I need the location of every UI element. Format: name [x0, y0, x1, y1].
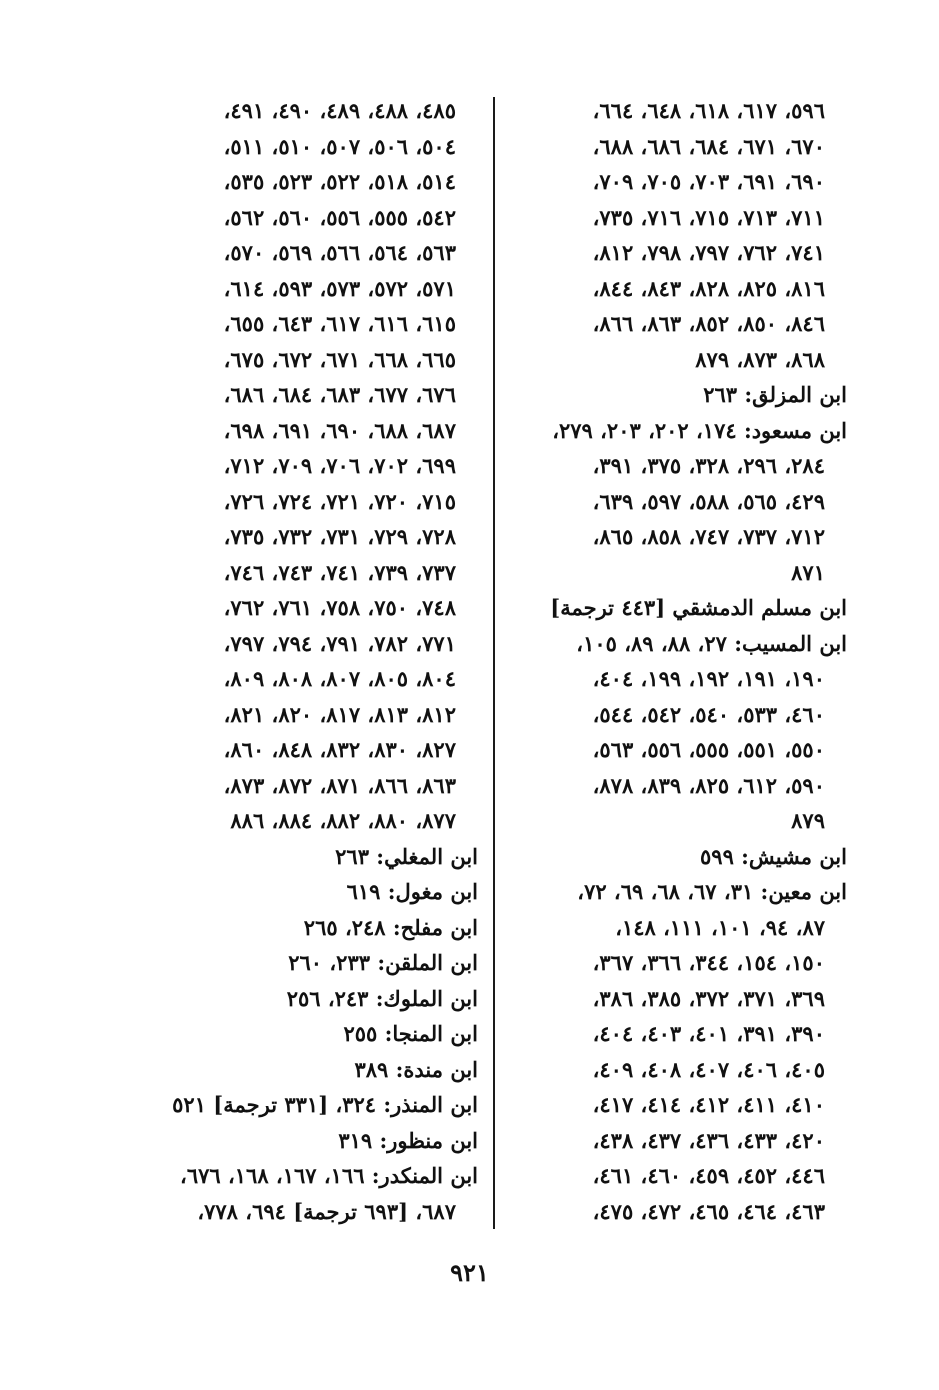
index-continuation-line: ٧١٢، ٧٣٧، ٧٤٧، ٨٥٨، ٨٦٥،	[592, 524, 825, 549]
index-continuation-line: ٥٧١، ٥٧٢، ٥٧٣، ٥٩٣، ٦١٤،	[223, 275, 456, 301]
index-continuation-line: ٨٠٤، ٨٠٥، ٨٠٧، ٨٠٨، ٨٠٩،	[223, 666, 456, 691]
index-entry-line: ابن مندة: ٣٨٩	[354, 1056, 478, 1082]
index-continuation-line: ٦٩٠، ٦٩١، ٧٠٣، ٧٠٥، ٧٠٩،	[592, 169, 825, 194]
index-continuation-line: ٨٧٩	[791, 808, 825, 833]
index-continuation-line: ٤٦٠، ٥٣٣، ٥٤٠، ٥٤٢، ٥٤٤،	[592, 701, 825, 727]
index-entry-line: ابن الملقن: ٢٣٣، ٢٦٠	[288, 950, 478, 975]
page-number: ٩٢١	[450, 1258, 489, 1287]
index-continuation-line: ٢٨٤، ٢٩٦، ٣٢٨، ٣٧٥، ٣٩١،	[592, 453, 825, 478]
index-continuation-line: ٧٧١، ٧٨٢، ٧٩١، ٧٩٤، ٧٩٧،	[223, 630, 456, 656]
index-continuation-line: ٦٨٧، [٦٩٣ ترجمة] ٦٩٤، ٧٧٨،	[197, 1198, 456, 1224]
index-column-right	[515, 93, 847, 1229]
index-continuation-line: ٧٣٧، ٧٣٩، ٧٤١، ٧٤٣، ٧٤٦،	[223, 559, 456, 585]
index-entry-line: ابن منظور: ٣١٩	[338, 1127, 478, 1153]
index-continuation-line: ٦١٥، ٦١٦، ٦١٧، ٦٤٣، ٦٥٥،	[223, 311, 456, 336]
index-column-left	[148, 93, 478, 1229]
index-entry-line: ابن مغول: ٦١٩	[346, 879, 478, 904]
index-continuation-line: ٣٩٠، ٣٩١، ٤٠١، ٤٠٣، ٤٠٤،	[592, 1021, 825, 1046]
index-continuation-line: ٤٠٥، ٤٠٦، ٤٠٧، ٤٠٨، ٤٠٩،	[592, 1056, 825, 1082]
index-entry-line: ابن مسعود: ١٧٤، ٢٠٢، ٢٠٣، ٢٧٩،	[552, 417, 847, 443]
index-continuation-line: ٤٨٥، ٤٨٨، ٤٨٩، ٤٩٠، ٤٩١،	[223, 98, 456, 123]
index-entry-line: ابن معين: ٣١، ٦٧، ٦٨، ٦٩، ٧٢،	[577, 879, 847, 904]
index-continuation-line: ٤٢٠، ٤٣٣، ٤٣٦، ٤٣٧، ٤٣٨،	[592, 1127, 825, 1153]
index-continuation-line: ٤٦٣، ٤٦٤، ٤٦٥، ٤٧٢، ٤٧٥،	[592, 1198, 825, 1224]
index-entry-line: ابن المنذر: ٣٢٤، [٣٣١ ترجمة] ٥٢١	[172, 1092, 478, 1117]
index-continuation-line: ٧٤٨، ٧٥٠، ٧٥٨، ٧٦١، ٧٦٢،	[223, 595, 456, 620]
index-continuation-line: ٥٩٦، ٦١٧، ٦١٨، ٦٤٨، ٦٦٤،	[592, 98, 825, 123]
index-continuation-line: ٤٤٦، ٤٥٢، ٤٥٩، ٤٦٠، ٤٦١،	[592, 1163, 825, 1188]
index-continuation-line: ٣٦٩، ٣٧١، ٣٧٢، ٣٨٥، ٣٨٦،	[592, 985, 825, 1011]
index-continuation-line: ٧١٥، ٧٢٠، ٧٢١، ٧٢٤، ٧٢٦،	[223, 488, 456, 514]
index-entry-line: ابن المغلي: ٢٦٣	[335, 843, 478, 869]
index-entry-line: ابن المسيب: ٢٧، ٨٨، ٨٩، ١٠٥،	[576, 630, 847, 656]
index-entry-line: ابن مشيش: ٥٩٩	[700, 843, 847, 869]
index-continuation-line: ٤٢٩، ٥٦٥، ٥٨٨، ٥٩٧، ٦٣٩،	[592, 488, 825, 514]
index-continuation-line: ٦٩٩، ٧٠٢، ٧٠٦، ٧٠٩، ٧١٢،	[223, 453, 456, 478]
index-continuation-line: ٥٦٣، ٥٦٤، ٥٦٦، ٥٦٩، ٥٧٠،	[223, 240, 456, 265]
index-entry-line: ابن المنجا: ٢٥٥	[343, 1021, 478, 1046]
index-continuation-line: ٧١١، ٧١٣، ٧١٥، ٧١٦، ٧٣٥،	[592, 204, 825, 230]
index-continuation-line: ٨٤٦، ٨٥٠، ٨٥٢، ٨٦٣، ٨٦٦،	[592, 311, 825, 336]
index-continuation-line: ٥٤٢، ٥٥٥، ٥٥٦، ٥٦٠، ٥٦٢،	[223, 204, 456, 230]
index-continuation-line: ١٥٠، ١٥٤، ٣٤٤، ٣٦٦، ٣٦٧،	[592, 950, 825, 975]
index-continuation-line: ٨١٦، ٨٢٥، ٨٢٨، ٨٤٣، ٨٤٤،	[592, 275, 825, 301]
index-continuation-line: ٦٨٧، ٦٨٨، ٦٩٠، ٦٩١، ٦٩٨،	[223, 417, 456, 443]
index-continuation-line: ٥١٤، ٥١٨، ٥٢٢، ٥٢٣، ٥٣٥،	[223, 169, 456, 194]
index-continuation-line: ٤١٠، ٤١١، ٤١٢، ٤١٤، ٤١٧،	[592, 1092, 825, 1117]
index-continuation-line: ٨٧١	[791, 559, 825, 585]
index-continuation-line: ٨٢٧، ٨٣٠، ٨٣٢، ٨٤٨، ٨٦٠،	[223, 737, 456, 762]
index-continuation-line: ٨٧، ٩٤، ١٠١، ١١١، ١٤٨،	[615, 914, 825, 940]
index-continuation-line: ٨٦٨، ٨٧٣، ٨٧٩	[695, 346, 825, 372]
index-entry-line: ابن مفلح: ٢٤٨، ٢٦٥	[303, 914, 478, 940]
index-continuation-line: ٨٦٣، ٨٦٦، ٨٧١، ٨٧٢، ٨٧٣،	[223, 772, 456, 798]
index-continuation-line: ٨٧٧، ٨٨٠، ٨٨٢، ٨٨٤، ٨٨٦	[230, 808, 456, 833]
index-continuation-line: ٥٩٠، ٦١٢، ٨٢٥، ٨٣٩، ٨٧٨،	[592, 772, 825, 798]
index-continuation-line: ٥٠٤، ٥٠٦، ٥٠٧، ٥١٠، ٥١١،	[223, 133, 456, 159]
index-entry-line: ابن مسلم الدمشقي [٤٤٣ ترجمة]	[550, 595, 847, 620]
index-entry-line: ابن المنكدر: ١٦٦، ١٦٧، ١٦٨، ٦٧٦،	[180, 1163, 478, 1188]
index-continuation-line: ٥٥٠، ٥٥١، ٥٥٥، ٥٥٦، ٥٦٣،	[592, 737, 825, 762]
index-continuation-line: ٦٧٦، ٦٧٧، ٦٨٣، ٦٨٤، ٦٨٦،	[223, 382, 456, 407]
index-continuation-line: ٧٤١، ٧٦٢، ٧٩٧، ٧٩٨، ٨١٢،	[592, 240, 825, 265]
index-continuation-line: ٦٧٠، ٦٧١، ٦٨٤، ٦٨٦، ٦٨٨،	[592, 133, 825, 159]
column-divider	[493, 97, 495, 1229]
index-entry-line: ابن الملوك: ٢٤٣، ٢٥٦	[286, 985, 478, 1011]
index-continuation-line: ١٩٠، ١٩١، ١٩٢، ١٩٩، ٤٠٤،	[592, 666, 825, 691]
index-continuation-line: ٦٦٥، ٦٦٨، ٦٧١، ٦٧٢، ٦٧٥،	[223, 346, 456, 372]
index-continuation-line: ٧٢٨، ٧٢٩، ٧٣١، ٧٣٢، ٧٣٥،	[223, 524, 456, 549]
index-continuation-line: ٨١٢، ٨١٣، ٨١٧، ٨٢٠، ٨٢١،	[223, 701, 456, 727]
index-entry-line: ابن المزلق: ٢٦٣	[703, 382, 847, 407]
